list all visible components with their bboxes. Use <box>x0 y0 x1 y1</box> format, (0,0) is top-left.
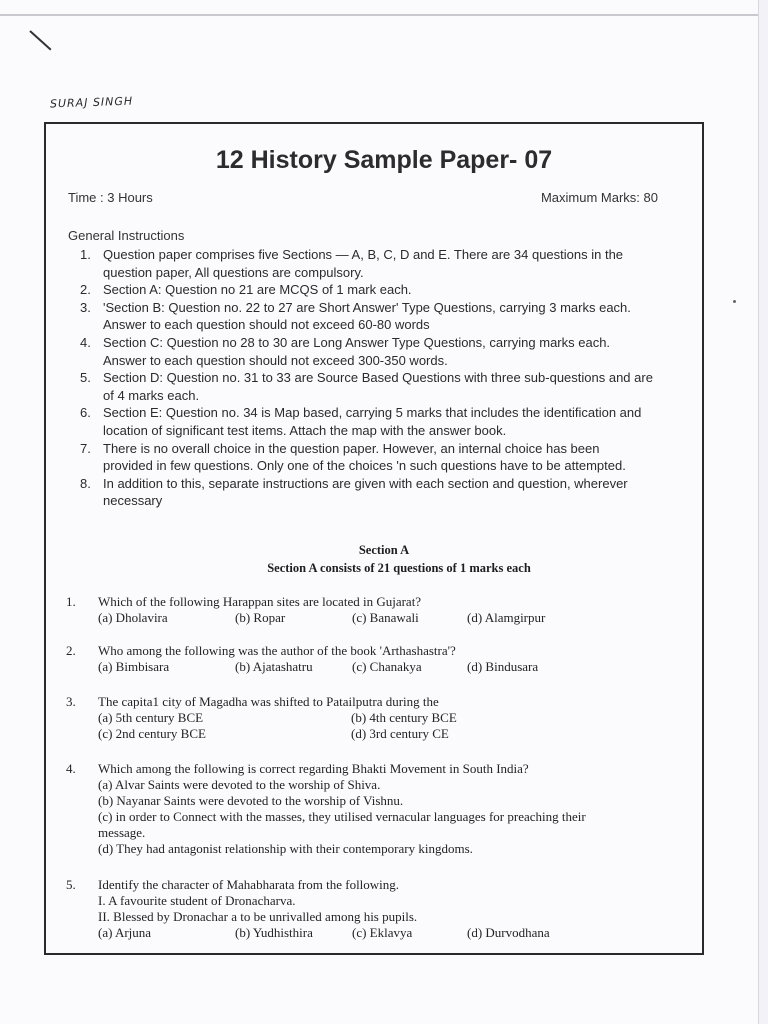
options-row <box>98 710 706 726</box>
instruction-line: Section E: Question no. 34 is Map based, carrying 5 marks that includes the identification and <box>103 405 642 421</box>
instruction-number: 1. <box>80 247 91 262</box>
option-a: (a) Alvar Saints were devoted to the worship of Shiva. <box>98 777 381 792</box>
instruction-item <box>80 404 700 439</box>
scan-speck <box>733 300 736 303</box>
instruction-line: Answer to each question should not exceed 60-80 words <box>103 317 430 333</box>
option-a: (a) 5th century BCE <box>98 710 204 725</box>
scan-top-edge <box>0 14 758 16</box>
instruction-line: In addition to this, separate instructions are given with each section and question, wherever <box>103 475 628 491</box>
instruction-line: Question paper comprises five Sections — A, B, C, D and E. There are 34 questions in the <box>103 247 624 262</box>
section-title: Section A <box>358 543 410 557</box>
instruction-number: 4. <box>80 334 91 350</box>
question-4 <box>66 761 706 857</box>
instruction-item <box>80 246 700 281</box>
instruction-line: Section D: Question no. 31 to 33 are Source Based Questions with three sub-questions and are <box>103 370 653 386</box>
option-c-continued: message. <box>98 825 146 840</box>
options-row <box>98 610 706 626</box>
instruction-item <box>80 440 700 475</box>
option-b: (b) Ajatashatru <box>235 659 313 674</box>
instruction-line: of 4 marks each. <box>103 387 200 403</box>
question-text: Which of the following Harappan sites are located in Gujarat? <box>98 594 422 609</box>
option-c: (c) 2nd century BCE <box>98 726 206 741</box>
option-d: (d) Bindusara <box>467 659 539 674</box>
instruction-item <box>80 334 700 369</box>
instruction-number: 6. <box>80 405 91 421</box>
option-a: (a) Arjuna <box>98 925 152 940</box>
instruction-line: question paper, All questions are compulsory. <box>103 264 364 280</box>
option-a: (a) Dholavira <box>98 610 168 625</box>
instruction-number: 5. <box>80 370 91 386</box>
option-d: (d) 3rd century CE <box>351 726 449 741</box>
question-number: 3. <box>66 694 76 709</box>
instruction-number: 3. <box>80 299 91 315</box>
statement-2: II. Blessed by Dronachar a to be unrivalled among his pupils. <box>98 909 418 924</box>
option-c: (c) Eklavya <box>352 925 413 940</box>
instructions-list <box>80 246 700 510</box>
instruction-number: 2. <box>80 282 91 298</box>
options-row <box>98 726 706 742</box>
option-d: (d) Alamgirpur <box>467 610 546 625</box>
instruction-number: 7. <box>80 440 91 456</box>
question-text: Which among the following is correct regarding Bhakti Movement in South India? <box>98 761 529 776</box>
option-b: (b) Nayanar Saints were devoted to the worship of Vishnu. <box>98 793 404 808</box>
statement-1: I. A favourite student of Dronacharva. <box>98 893 296 908</box>
instruction-number: 8. <box>80 475 91 491</box>
instruction-line: Section A: Question no 21 are MCQS of 1 mark each. <box>103 282 412 298</box>
time-label: Time : 3 Hours <box>68 190 153 205</box>
options-row <box>98 925 706 941</box>
option-d: (d) Durvodhana <box>467 925 550 940</box>
question-1 <box>66 594 706 626</box>
handwritten-name: SURAJ SINGH <box>49 94 134 111</box>
instruction-line: location of significant test items. Attach the map with the answer book. <box>103 422 507 438</box>
question-text: Identify the character of Mahabharata from the following. <box>98 877 400 892</box>
instruction-item <box>80 281 700 299</box>
question-5 <box>66 877 706 941</box>
option-b: (b) 4th century BCE <box>351 710 457 725</box>
option-c: (c) Chanakya <box>352 659 422 674</box>
question-text: The capita1 city of Magadha was shifted to Patailputra during the <box>98 694 439 709</box>
instruction-item <box>80 369 700 404</box>
instruction-item <box>80 299 700 334</box>
instruction-line: Section C: Question no 28 to 30 are Long Answer Type Questions, carrying marks each. <box>103 334 611 350</box>
instruction-line: provided in few questions. Only one of the choices 'n such questions have to be attempted. <box>103 458 626 474</box>
instruction-line: 'Section B: Question no. 22 to 27 are Short Answer' Type Questions, carrying 3 marks each. <box>103 299 631 315</box>
max-marks-label: Maximum Marks: 80 <box>540 190 658 205</box>
option-a: (a) Bimbisara <box>98 659 170 674</box>
option-b: (b) Ropar <box>235 610 286 625</box>
question-3 <box>66 694 706 742</box>
instruction-line: necessary <box>103 493 163 509</box>
question-text: Who among the following was the author of the book 'Arthashastra'? <box>98 643 456 658</box>
instruction-line: There is no overall choice in the question paper. However, an internal choice has been <box>103 440 600 456</box>
question-2 <box>66 643 706 675</box>
option-b: (b) Yudhisthira <box>235 925 313 940</box>
paper-title: 12 History Sample Paper- 07 <box>215 146 553 174</box>
options-row <box>98 659 706 675</box>
question-number: 2. <box>66 643 76 658</box>
section-subtitle: Section A consists of 21 questions of 1 marks each <box>267 561 531 575</box>
general-instructions-heading: General Instructions <box>68 228 185 243</box>
option-c: (c) in order to Connect with the masses, they utilised vernacular languages for preaching their <box>98 809 586 824</box>
question-number: 1. <box>66 594 76 609</box>
option-d: (d) They had antagonist relationship with their contemporary kingdoms. <box>98 841 473 856</box>
instruction-item <box>80 475 700 510</box>
option-c: (c) Banawali <box>352 610 419 625</box>
question-number: 4. <box>66 761 76 776</box>
instruction-line: Answer to each question should not exceed 300-350 words. <box>103 352 448 368</box>
question-number: 5. <box>66 877 76 892</box>
